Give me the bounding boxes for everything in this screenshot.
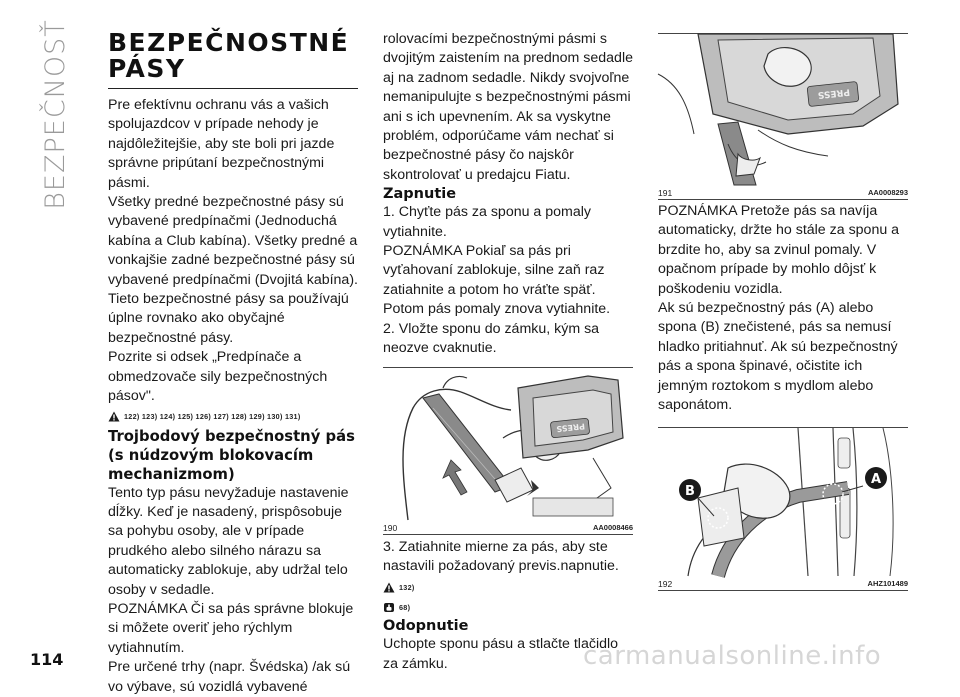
subheading-zapnutie: Zapnutie bbox=[383, 186, 457, 203]
hand-info-icon bbox=[383, 602, 395, 613]
figure-190 bbox=[383, 367, 633, 535]
column-1 bbox=[108, 30, 358, 697]
figure-caption bbox=[383, 520, 633, 534]
figure-code: AA0008293 bbox=[867, 188, 908, 197]
dirty-belt-illustration bbox=[658, 428, 908, 576]
page-number: 114 bbox=[30, 650, 64, 669]
figure-191 bbox=[658, 33, 908, 200]
info-reference bbox=[383, 598, 633, 616]
paragraph: POZNÁMKA Či sa pás správne blokuje si môžete overiť jeho rýchlym vytiahnutím. bbox=[108, 600, 354, 656]
watermark: carmanualsonline.info bbox=[583, 641, 882, 671]
buckle-release-illustration bbox=[658, 34, 908, 185]
warning-triangle-icon bbox=[383, 582, 395, 593]
column-3 bbox=[658, 30, 908, 591]
paragraph: Pozrite si odsek „Predpínače a obmedzovače sily bezpečnostných pásov". bbox=[108, 349, 328, 405]
figure-number: 191 bbox=[658, 188, 673, 198]
section-side-tab bbox=[34, 18, 76, 210]
figure-code: AA0008466 bbox=[592, 522, 633, 532]
paragraph: 2. Vložte sponu do zámku, kým sa neozve cvaknutie. bbox=[383, 320, 600, 357]
paragraph: Pre efektívnu ochranu vás a vašich spolujazdcov v prípade nehody je najdôležitejšie, aby ste boli pri jazde správne pripútaní bezpečnostnými pásmi. bbox=[108, 97, 335, 191]
press-stamp: PRESS bbox=[555, 420, 586, 433]
paragraph: Uchopte sponu pásu a stlačte tlačidlo za zámku. bbox=[383, 636, 619, 672]
reference-list: 122) 123) 124) 125) 126) 127) 128) 129) 130) 131) bbox=[124, 412, 301, 421]
figure-192 bbox=[658, 427, 908, 591]
paragraph: Pre určené trhy (napr. Švédska) /ak sú vo výbave, sú vozidlá vybavené bbox=[108, 659, 351, 695]
warning-triangle-icon bbox=[108, 411, 120, 422]
paragraph: POZNÁMKA Pokiaľ sa pás pri vyťahovaní zablokuje, silne zaň raz zatiahnite a potom ho vráťte späť. Potom pás pomaly znova vytiahnite. bbox=[383, 243, 611, 318]
figure-caption bbox=[658, 576, 908, 590]
figure-number: 192 bbox=[658, 579, 673, 590]
title-rule bbox=[108, 88, 358, 89]
figure-code: AHZ101489 bbox=[867, 579, 908, 589]
figure-caption bbox=[658, 185, 908, 199]
paragraph: 3. Zatiahnite mierne za pás, aby ste nastavili požadovaný previs.napnutie. bbox=[383, 538, 619, 574]
reference-number: 132) bbox=[399, 582, 415, 592]
warning-references bbox=[108, 409, 358, 425]
paragraph: rolovacími bezpečnostnými pásmi s dvojitým zaistením na prednom sedadle aj na zadnom sedadle. Nikdy svojvoľne nemanipulujte s bezpečnostnými pásmi ani s ich upevnením. Ak sa vyskytne problém, odporúčame vám nechať si bezpečnostné pásy čo najskôr skontrolovať u predajcu Fiatu. bbox=[383, 31, 633, 183]
paragraph: Tento typ pásu nevyžaduje nastavenie dĺžky. Keď je nasadený, prispôsobuje sa pohybu osoby, ale v prípade prudkého alebo silného nárazu sa automaticky zablokuje, aby udržal telo osoby v sedadle. bbox=[108, 484, 349, 598]
paragraph: Tieto bezpečnostné pásy sa používajú úplne rovnako ako obyčajné bezpečnostné pásy. bbox=[108, 291, 349, 346]
paragraph: Ak sú bezpečnostný pás (A) alebo spona (B) znečistené, pás sa nemusí hladko pritiahnuť. Ak sú bezpečnostný pás a spona špinavé, očistite ich jemným roztokom s mydlom alebo saponátom. bbox=[658, 300, 898, 414]
paragraph: 1. Chyťte pás za sponu a pomaly vytiahnite. bbox=[383, 204, 592, 240]
label-b: B bbox=[685, 484, 695, 500]
label-a: A bbox=[870, 472, 882, 488]
seatbelt-buckle-illustration bbox=[383, 368, 633, 520]
section-side-tab-label: BEZPEČNOSŤ bbox=[39, 18, 71, 210]
page-title: BEZPEČNOSTNÉ PÁSY bbox=[108, 28, 350, 83]
warning-reference bbox=[383, 578, 633, 596]
subheading-odopnutie: Odopnutie bbox=[383, 618, 469, 635]
press-stamp: PRESS bbox=[817, 86, 851, 100]
column-2 bbox=[383, 30, 633, 674]
figure-number: 190 bbox=[383, 522, 398, 533]
paragraph: Všetky predné bezpečnostné pásy sú vybavené predpínačmi (Jednoduchá kabína a Club kabína). Všetky predné a vonkajšie zadné bezpečnostné pásy sú vybavené predpínačmi (Dvojitá kabína). bbox=[108, 194, 358, 288]
reference-number: 68) bbox=[399, 602, 411, 612]
paragraph: POZNÁMKA Pretože pás sa navíja automaticky, držte ho stále za sponu a brzdite ho, aby sa zvinul pomaly. V opačnom prípade by mohlo dôjsť k poškodeniu vozidla. bbox=[658, 203, 900, 297]
section-heading: Trojbodový bezpečnostný pás (s núdzovým blokovacím mechanizmom) bbox=[108, 427, 355, 483]
